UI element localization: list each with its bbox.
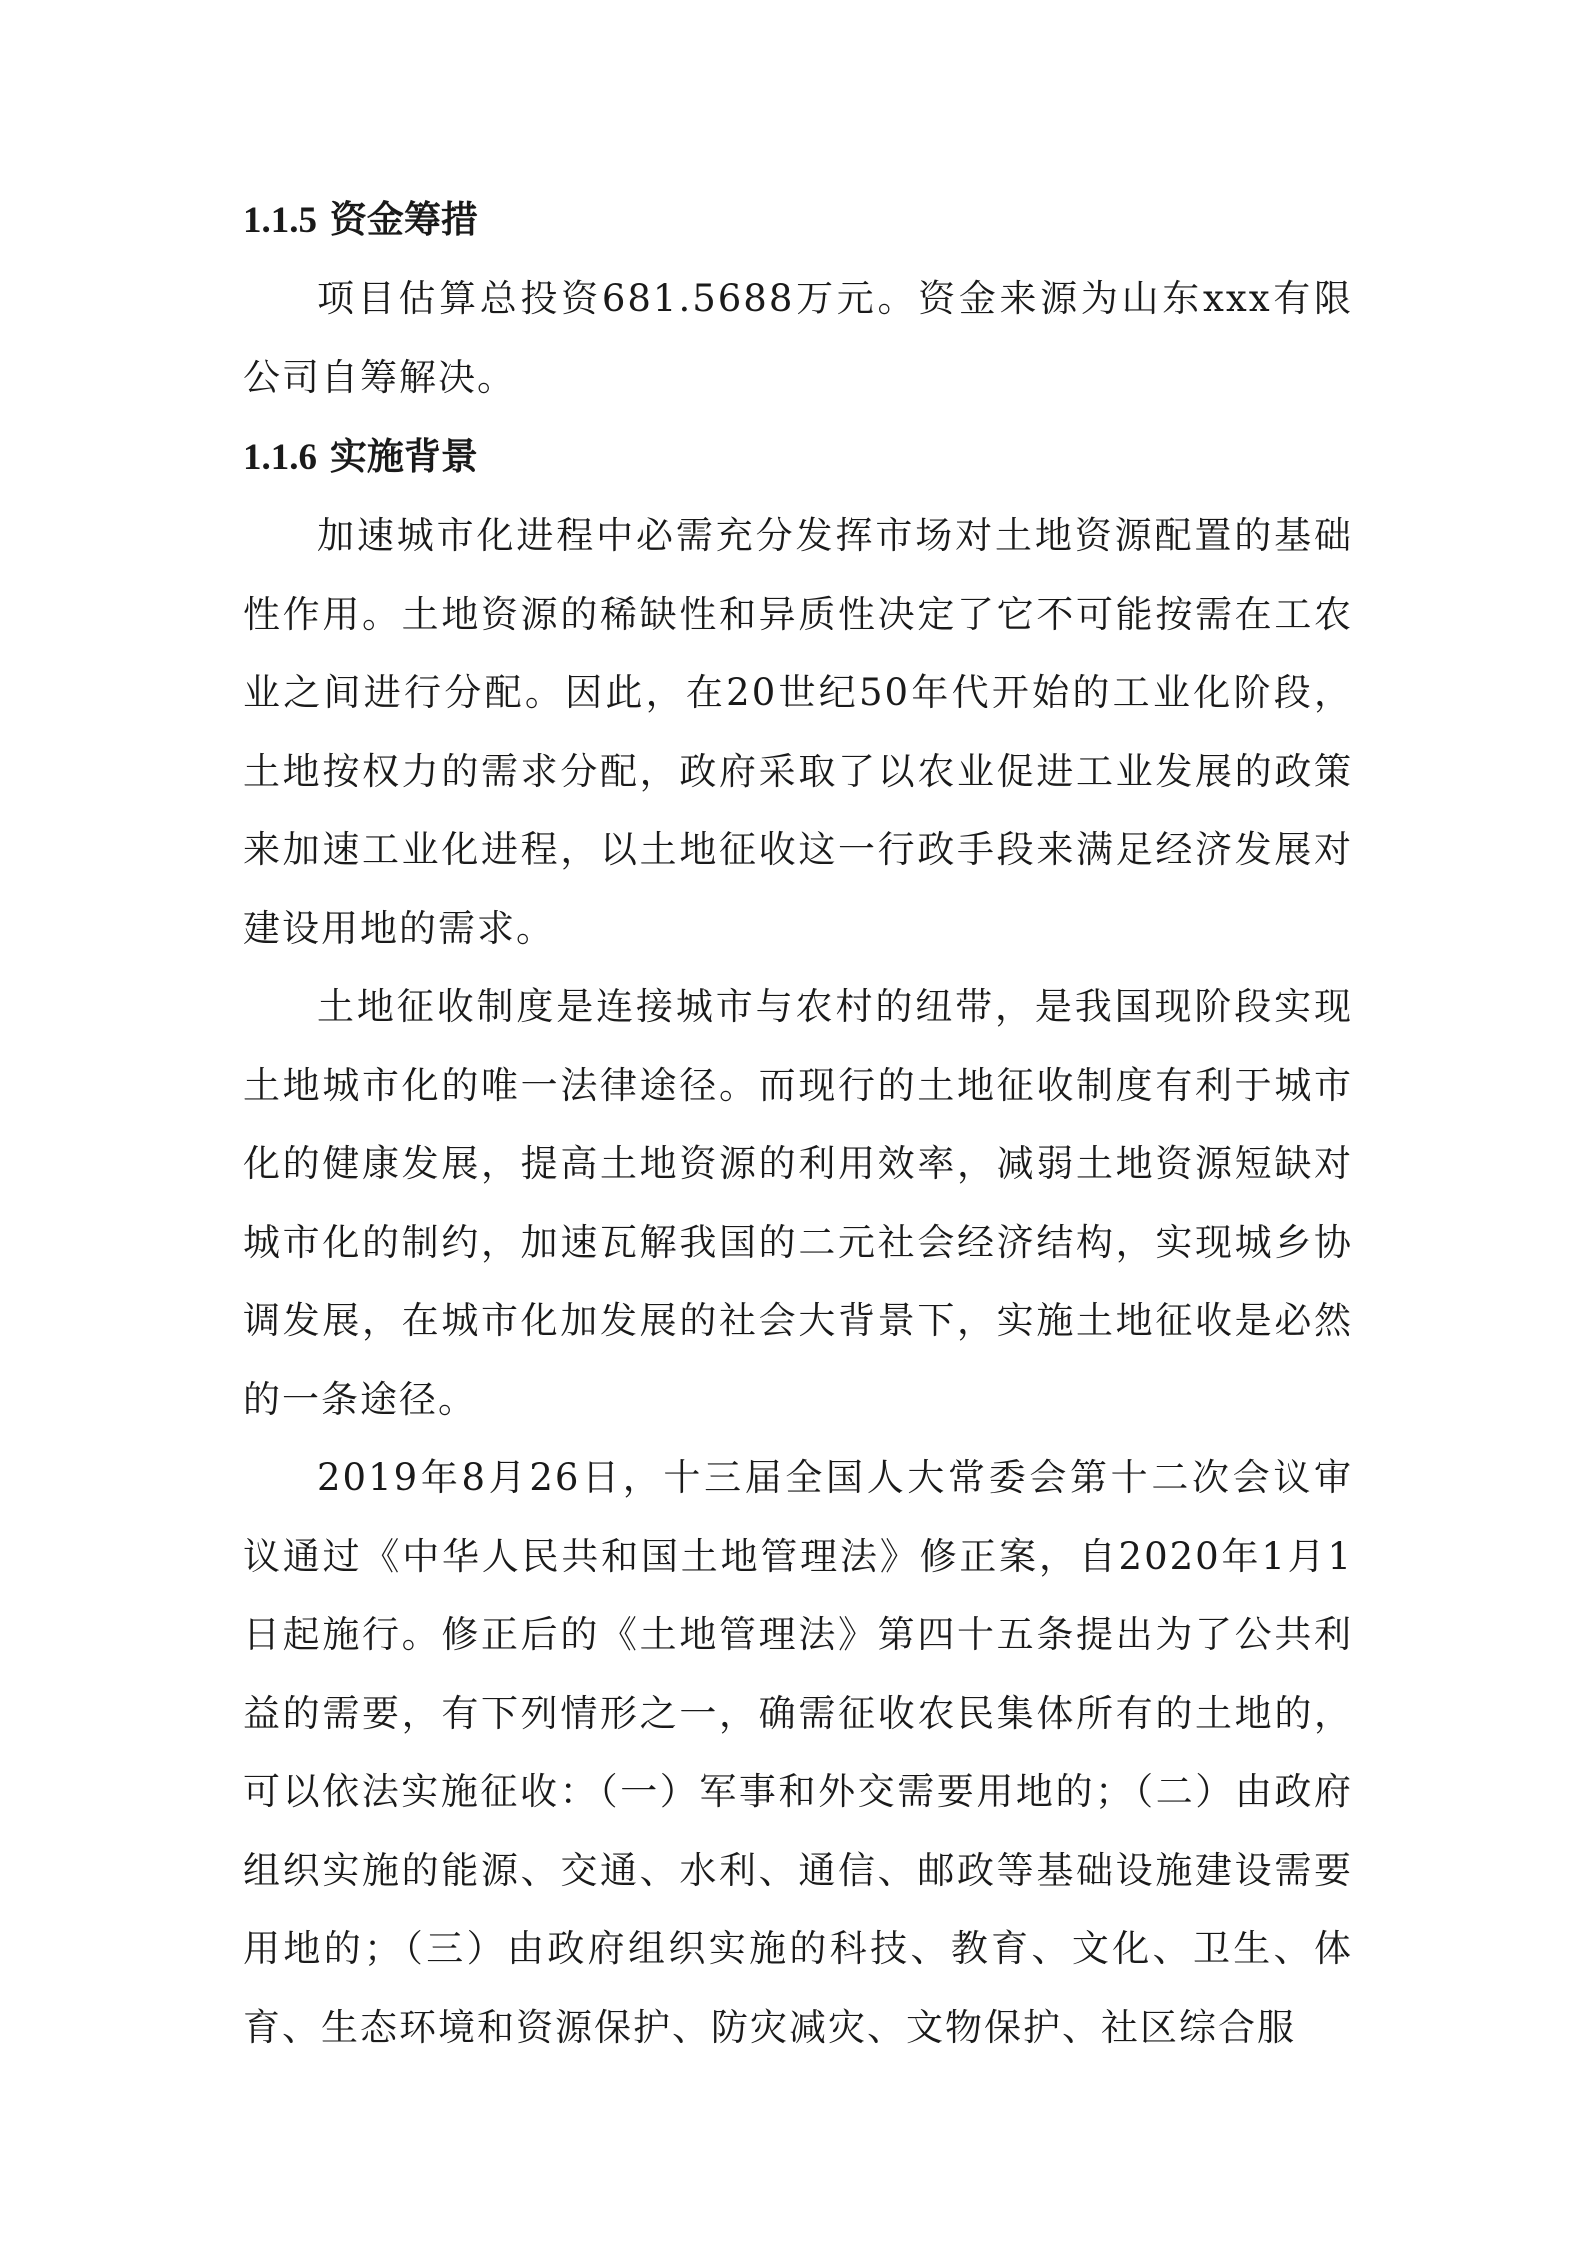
document-page [243,180,1353,2067]
heading-number: 1.1.5 [243,200,317,241]
paragraph-urbanization: 加速城市化进程中必需充分发挥市场对土地资源配置的基础性作用。土地资源的稀缺性和异质性决定了它不可能按需在工农业之间进行分配。因此，在20世纪50年代开始的工业化阶段，土地按权力的需求分配，政府采取了以农业促进工业发展的政策来加速工业化进程，以土地征收这一行政手段来满足经济发展对建设用地的需求。 [243,514,1353,950]
heading-title: 实施背景 [329,434,478,478]
heading-title: 资金筹措 [329,197,478,241]
section-heading-background [243,417,1353,497]
heading-number: 1.1.6 [243,437,317,478]
paragraph-land-management-law: 2019年8月26日，十三届全国人大常委会第十二次会议审议通过《中华人民共和国土地管理法》修正案，自2020年1月1日起施行。修正后的《土地管理法》第四十五条提出为了公共利益的需要，有下列情形之一，确需征收农民集体所有的土地的，可以依法实施征收：（一）军事和外交需要用地的；（二）由政府组织实施的能源、交通、水利、通信、邮政等基础设施建设需要用地的；（三）由政府组织实施的科技、教育、文化、卫生、体育、生态环境和资源保护、防灾减灾、文物保护、社区综合服 [243,1456,1353,2049]
paragraph-investment: 项目估算总投资681.5688万元。资金来源为山东xxx有限公司自筹解决。 [243,277,1353,399]
paragraph-land-expropriation-system: 土地征收制度是连接城市与农村的纽带，是我国现阶段实现土地城市化的唯一法律途径。而现行的土地征收制度有利于城市化的健康发展，提高土地资源的利用效率，减弱土地资源短缺对城市化的制约，加速瓦解我国的二元社会经济结构，实现城乡协调发展，在城市化加发展的社会大背景下，实施土地征收是必然的一条途径。 [243,985,1353,1421]
section-heading-funding [243,180,1353,260]
